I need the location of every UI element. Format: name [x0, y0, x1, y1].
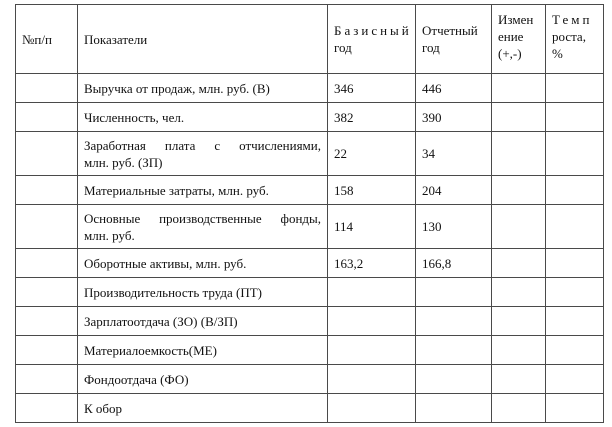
table-row [16, 205, 604, 249]
row-label-line1: Основные производственные фонды, [84, 210, 321, 226]
row-rate-value [546, 205, 604, 249]
row-change-value [492, 205, 546, 249]
row-label-line1: Заработная плата с отчислениями, [84, 137, 321, 153]
row-num [16, 365, 78, 394]
table-row [16, 365, 604, 394]
row-change-value [492, 365, 546, 394]
row-rate-value [546, 365, 604, 394]
header-change-line2: ение [498, 29, 524, 44]
row-num [16, 132, 78, 176]
row-label-line2: млн. руб. [84, 227, 135, 243]
row-report-value [416, 307, 492, 336]
row-base-value: 114 [328, 205, 416, 249]
row-rate-value [546, 249, 604, 278]
table-row [16, 278, 604, 307]
row-base-value: 22 [328, 132, 416, 176]
row-report-value: 446 [416, 74, 492, 103]
row-num [16, 103, 78, 132]
row-num [16, 394, 78, 423]
row-num [16, 278, 78, 307]
header-rate-line1: Темп [552, 12, 593, 27]
row-label: Фондоотдача (ФО) [78, 365, 328, 394]
header-base-line1: Базисный [334, 23, 412, 38]
row-base-value: 346 [328, 74, 416, 103]
row-change-value [492, 103, 546, 132]
row-label: Оборотные активы, млн. руб. [78, 249, 328, 278]
row-report-value: 130 [416, 205, 492, 249]
row-base-value [328, 365, 416, 394]
row-num [16, 205, 78, 249]
header-report-line2: год [422, 40, 440, 55]
row-rate-value [546, 74, 604, 103]
row-rate-value [546, 278, 604, 307]
header-change [492, 5, 546, 74]
header-base-year [328, 5, 416, 74]
table-row [16, 103, 604, 132]
row-num [16, 307, 78, 336]
table-row [16, 74, 604, 103]
row-label: К обор [78, 394, 328, 423]
row-change-value [492, 307, 546, 336]
row-num [16, 249, 78, 278]
row-base-value: 163,2 [328, 249, 416, 278]
row-label: Материалоемкость(МЕ) [78, 336, 328, 365]
table-row [16, 336, 604, 365]
header-base-line2: год [334, 40, 352, 55]
row-change-value [492, 336, 546, 365]
row-label: Численность, чел. [78, 103, 328, 132]
row-report-value [416, 278, 492, 307]
row-base-value [328, 278, 416, 307]
row-base-value: 382 [328, 103, 416, 132]
row-report-value: 166,8 [416, 249, 492, 278]
row-label-line2: млн. руб. (ЗП) [84, 154, 163, 170]
header-rate [546, 5, 604, 74]
row-num [16, 176, 78, 205]
header-num: №п/п [16, 5, 78, 74]
row-change-value [492, 176, 546, 205]
row-change-value [492, 249, 546, 278]
row-num [16, 74, 78, 103]
table-row [16, 394, 604, 423]
header-report-year [416, 5, 492, 74]
row-label [78, 132, 328, 176]
row-report-value [416, 365, 492, 394]
row-rate-value [546, 176, 604, 205]
header-rate-line3: % [552, 46, 563, 61]
row-change-value [492, 278, 546, 307]
row-change-value [492, 394, 546, 423]
header-rate-line2: роста, [552, 29, 586, 44]
row-label: Выручка от продаж, млн. руб. (В) [78, 74, 328, 103]
header-row [16, 5, 604, 74]
row-report-value: 204 [416, 176, 492, 205]
row-rate-value [546, 103, 604, 132]
row-label: Производительность труда (ПТ) [78, 278, 328, 307]
row-rate-value [546, 307, 604, 336]
table-row [16, 307, 604, 336]
header-change-line1: Измен [498, 12, 534, 27]
row-report-value: 34 [416, 132, 492, 176]
row-label [78, 205, 328, 249]
row-label: Зарплатоотдача (ЗО) (В/ЗП) [78, 307, 328, 336]
row-rate-value [546, 132, 604, 176]
row-base-value: 158 [328, 176, 416, 205]
row-num [16, 336, 78, 365]
row-base-value [328, 394, 416, 423]
row-label: Материальные затраты, млн. руб. [78, 176, 328, 205]
header-indicator: Показатели [78, 5, 328, 74]
row-report-value [416, 394, 492, 423]
table-row [16, 176, 604, 205]
row-report-value: 390 [416, 103, 492, 132]
row-base-value [328, 336, 416, 365]
row-rate-value [546, 394, 604, 423]
row-report-value [416, 336, 492, 365]
row-base-value [328, 307, 416, 336]
table-row [16, 132, 604, 176]
table-row [16, 249, 604, 278]
header-report-line1: Отчетный [422, 23, 478, 38]
row-change-value [492, 74, 546, 103]
indicators-table [15, 4, 604, 423]
row-rate-value [546, 336, 604, 365]
row-change-value [492, 132, 546, 176]
header-change-line3: (+,-) [498, 46, 522, 61]
